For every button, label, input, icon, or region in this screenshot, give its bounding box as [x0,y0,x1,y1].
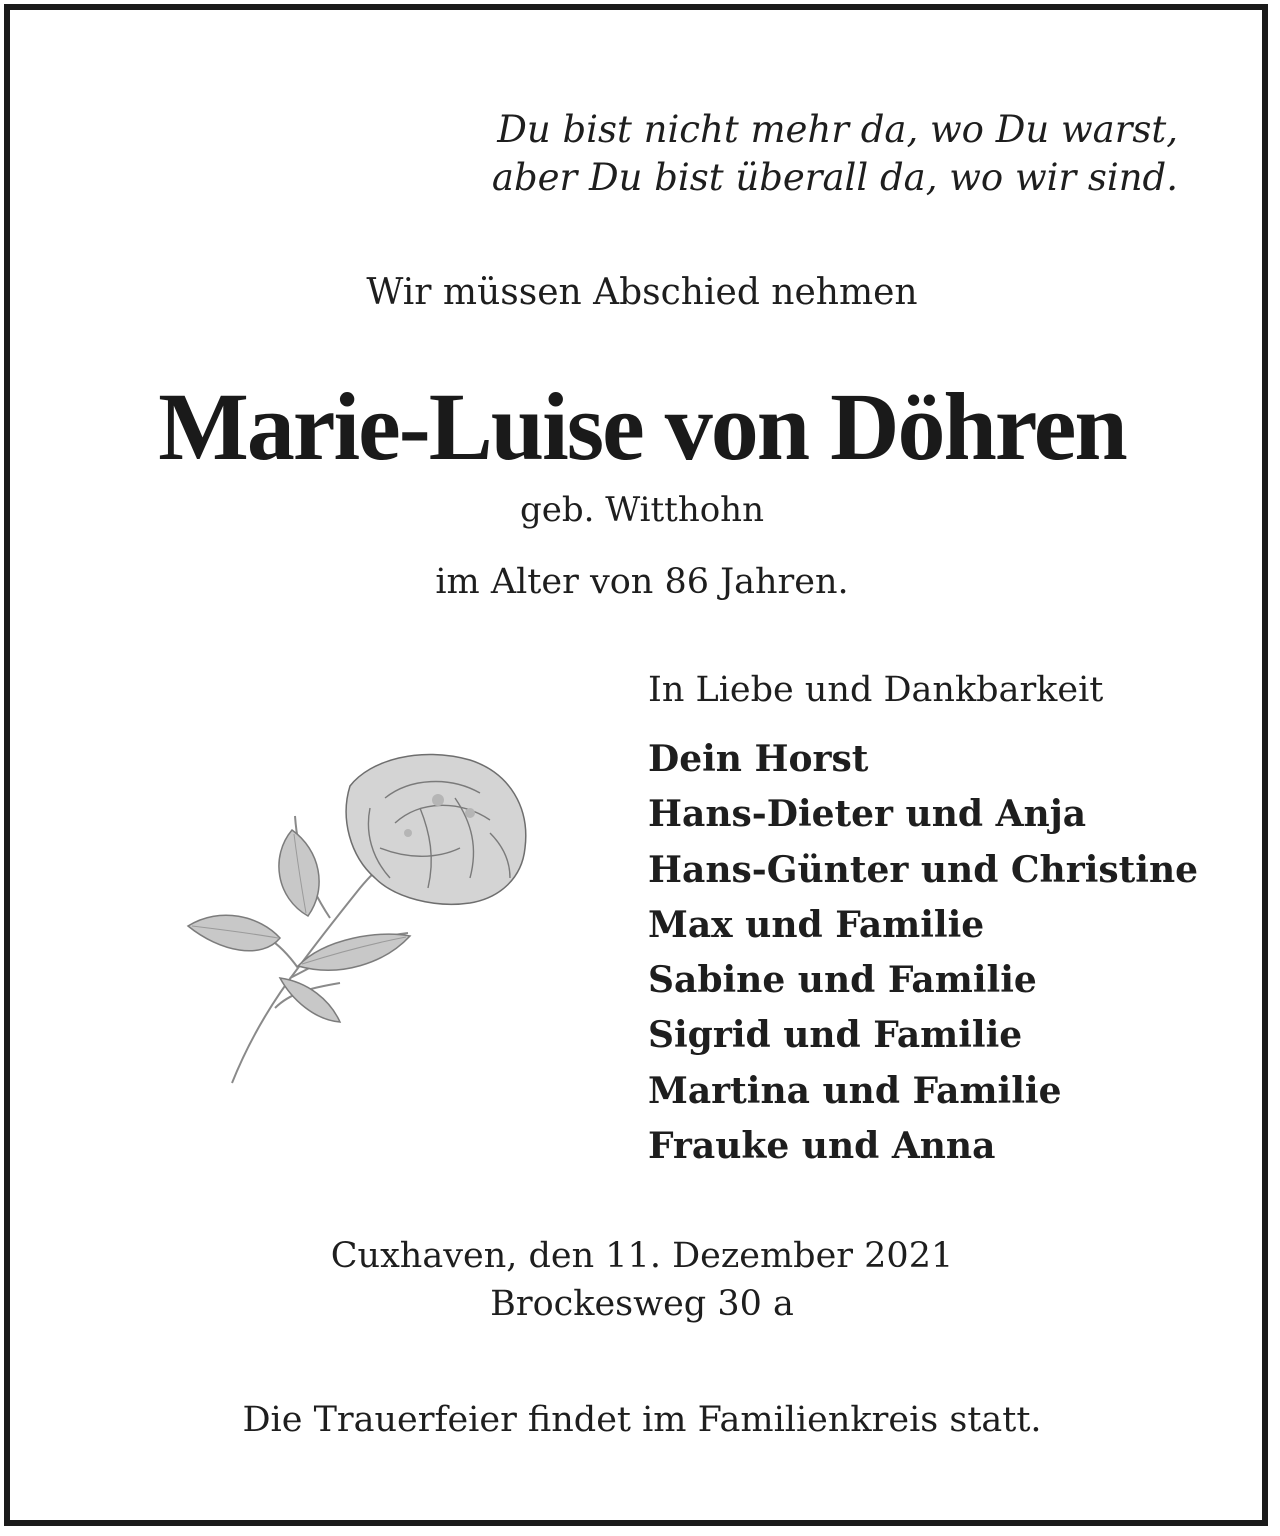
mourner-name: Frauke und Anna [648,1125,996,1168]
mourner-name: Sabine und Familie [648,959,1037,1002]
mourner-name: Dein Horst [648,738,869,780]
service-note: Die Trauerfeier findet im Familienkreis statt. [242,1400,1042,1440]
obituary-notice [4,4,1268,1526]
mourner-name: Hans-Dieter und Anja [648,793,1087,836]
address: Brockesweg 30 a [490,1284,794,1324]
deceased-name: Marie-Luise von Döhren [158,373,1126,480]
birth-name: geb. Witthohn [520,490,764,530]
farewell-intro: Wir müssen Abschied nehmen [366,272,918,313]
quote-line-1: Du bist nicht mehr da, wo Du warst, [497,108,1178,151]
mourner-name: Martina und Familie [648,1069,1062,1112]
mourners-heading: In Liebe und Dankbarkeit [648,670,1104,710]
mourner-name: Hans-Günter und Christine [648,848,1199,891]
mourner-name: Sigrid und Familie [648,1014,1023,1057]
memorial-quote [492,106,1178,202]
location-block [10,1232,1274,1328]
mourner-name: Max und Familie [648,903,985,946]
mourners-block [648,668,1198,1174]
quote-line-2: aber Du bist überall da, wo wir sind. [491,156,1178,199]
place-date: Cuxhaven, den 11. Dezember 2021 [330,1236,954,1276]
age-at-death: im Alter von 86 Jahren. [435,562,849,602]
rose-icon [180,738,540,1098]
